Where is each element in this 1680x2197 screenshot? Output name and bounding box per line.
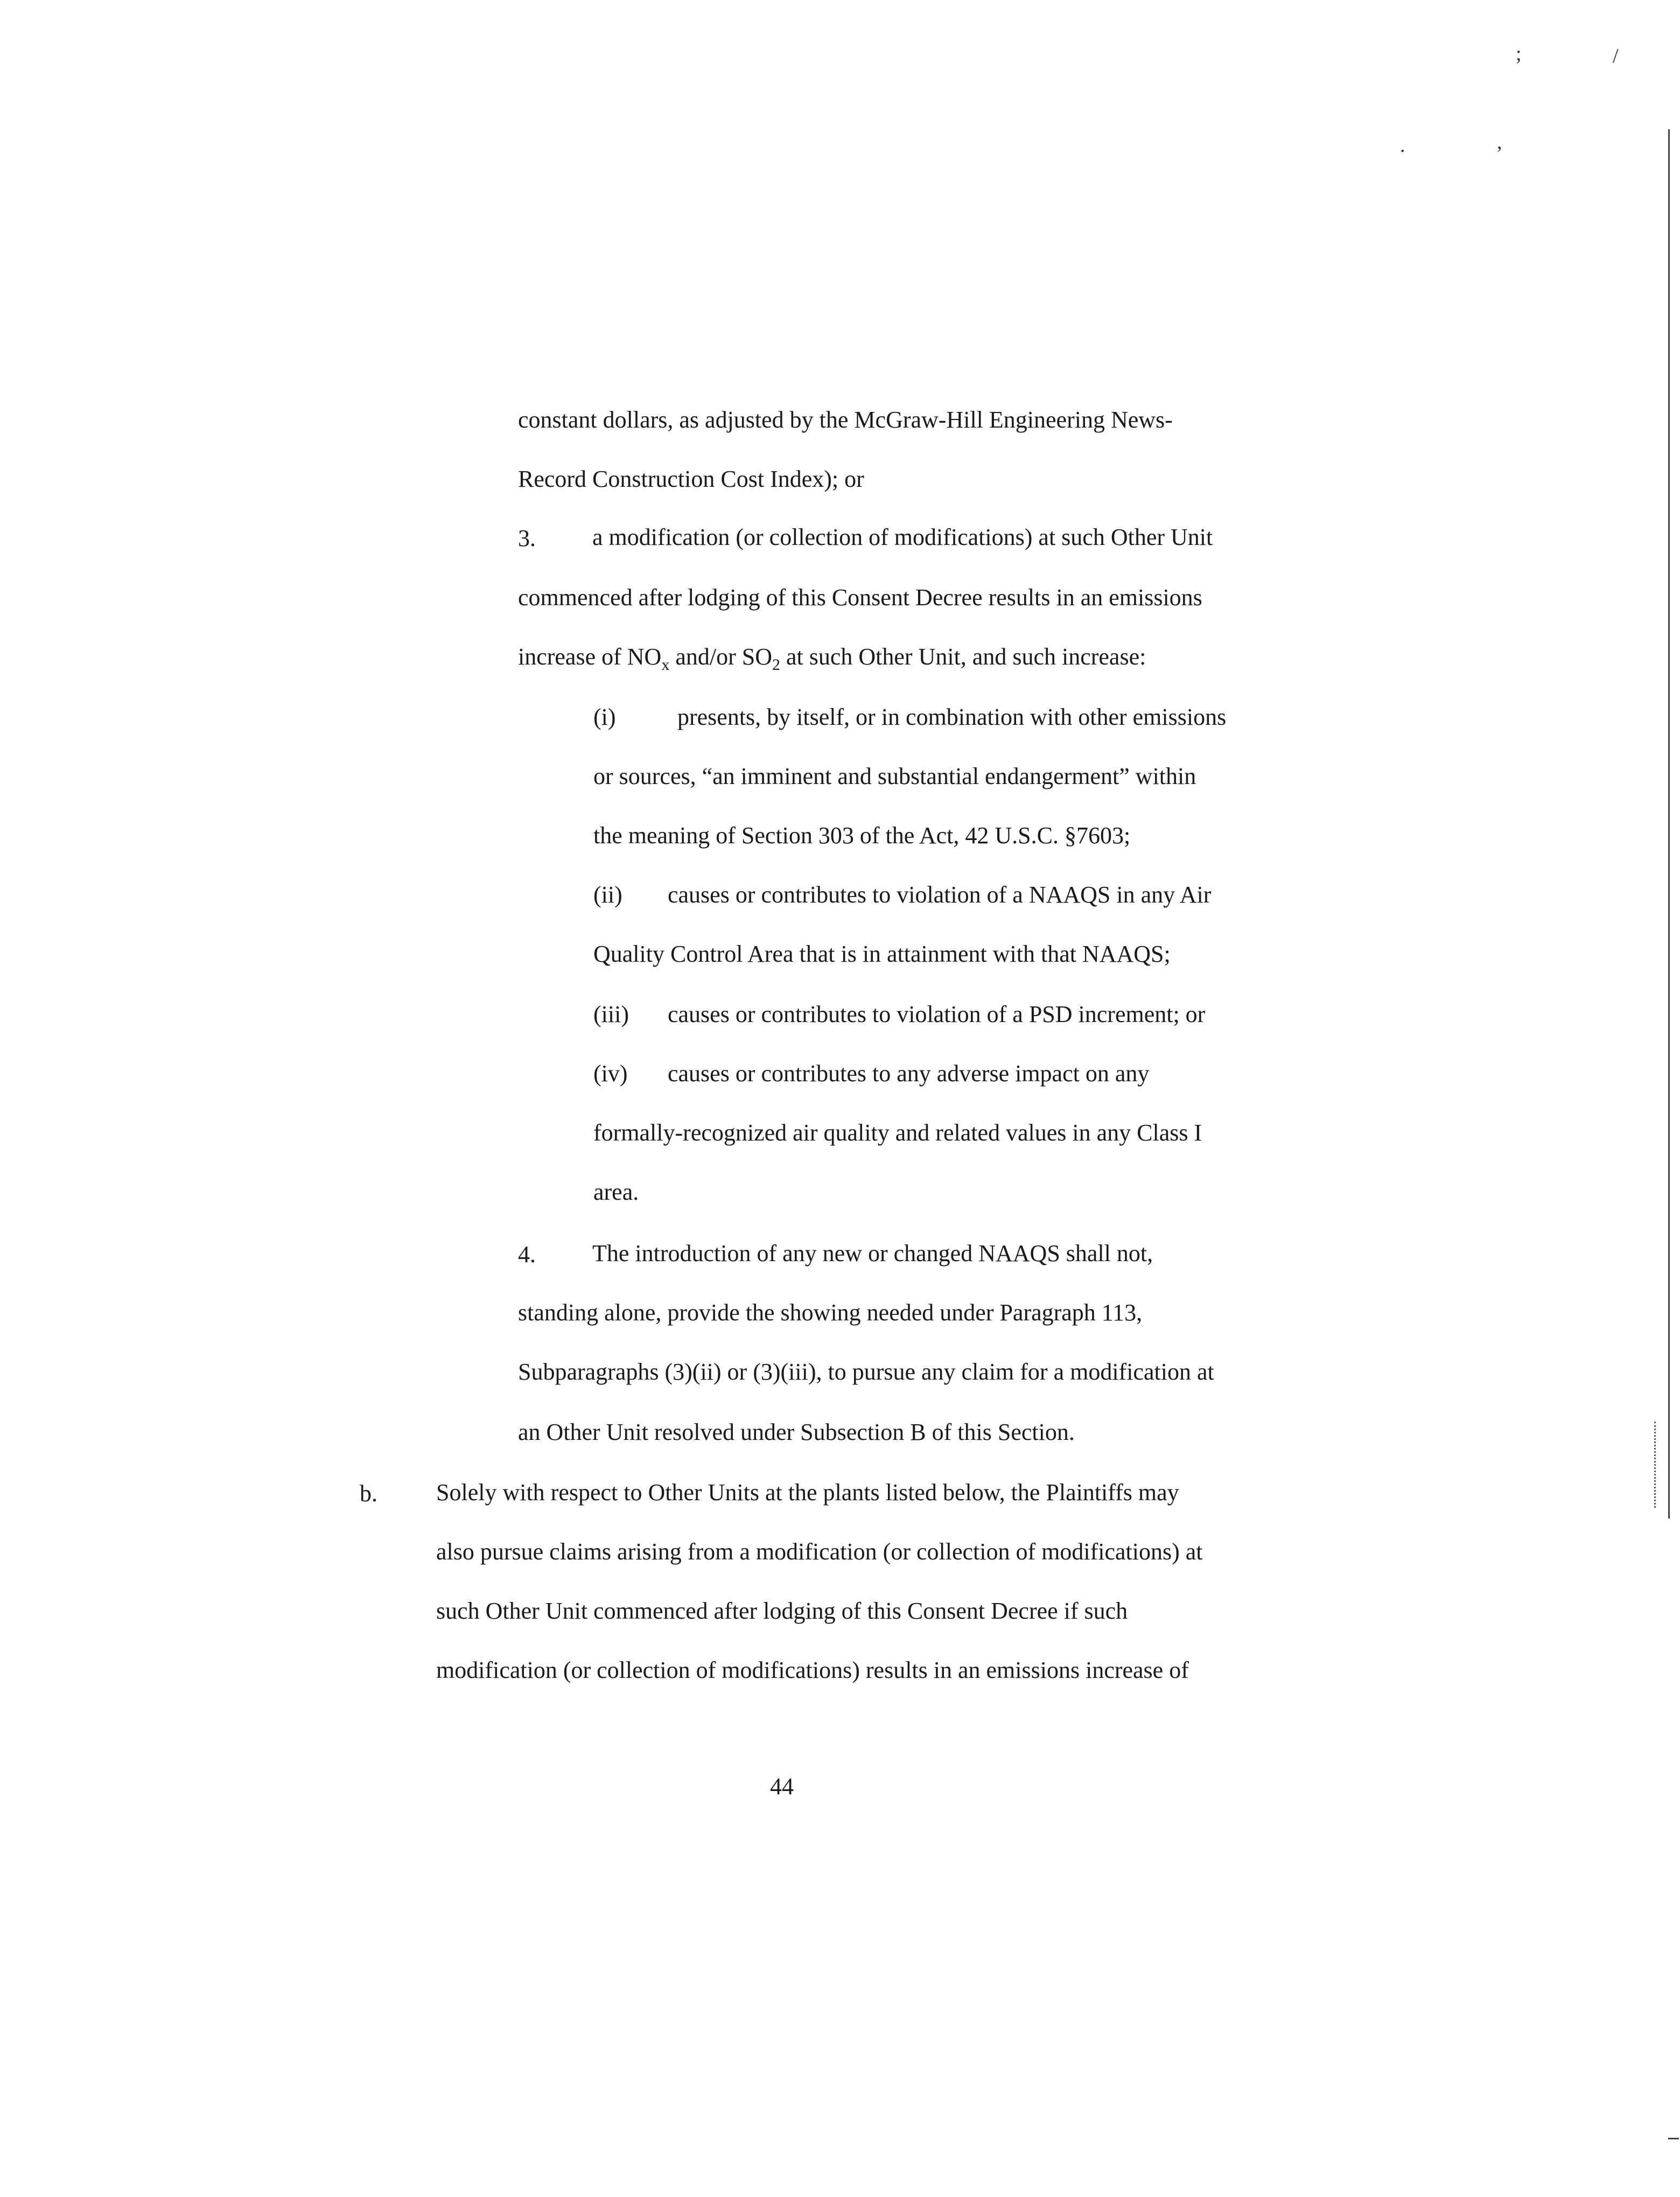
text-line: or sources, “an imminent and substantial endangerment” within bbox=[593, 763, 1196, 789]
text-line: the meaning of Section 303 of the Act, 42 U.S.C. §7603; bbox=[593, 822, 1131, 849]
text-line: presents, by itself, or in combination with other emissions bbox=[677, 704, 1227, 730]
subitem-number: (i) bbox=[593, 704, 616, 730]
subitem-number: (iv) bbox=[593, 1060, 628, 1087]
subscript: 2 bbox=[772, 656, 780, 674]
text-line: causes or contributes to any adverse impact on any bbox=[668, 1060, 1150, 1087]
text-run: at such Other Unit, and such increase: bbox=[780, 643, 1146, 670]
scan-edge-tick bbox=[1668, 2138, 1679, 2139]
subscript: x bbox=[661, 656, 670, 674]
subitem-number: (ii) bbox=[593, 881, 622, 908]
text-line: commenced after lodging of this Consent Decree results in an emissions bbox=[518, 584, 1202, 611]
text-line: Solely with respect to Other Units at the plants listed below, the Plaintiffs may bbox=[436, 1479, 1179, 1506]
text-line: causes or contributes to violation of a NAAQS in any Air bbox=[668, 881, 1212, 908]
text-run: and/or SO bbox=[669, 643, 772, 670]
text-line: causes or contributes to violation of a PSD increment; or bbox=[668, 1001, 1206, 1027]
text-line: such Other Unit commenced after lodging of this Consent Decree if such bbox=[436, 1598, 1128, 1624]
item-number: 4. bbox=[518, 1241, 536, 1268]
text-line: Record Construction Cost Index); or bbox=[518, 466, 864, 492]
scan-speck: / bbox=[1613, 45, 1619, 67]
paragraph-letter: b. bbox=[360, 1480, 377, 1507]
item-number: 3. bbox=[518, 525, 536, 551]
text-line: a modification (or collection of modifications) at such Other Unit bbox=[592, 524, 1213, 550]
scan-edge-dots bbox=[1654, 1422, 1657, 1508]
scan-speck: , bbox=[1497, 131, 1502, 153]
text-run: increase of NO bbox=[518, 643, 662, 670]
text-line bbox=[518, 642, 1146, 672]
text-line: Quality Control Area that is in attainment with that NAAQS; bbox=[593, 941, 1171, 967]
text-line: an Other Unit resolved under Subsection B of this Section. bbox=[518, 1419, 1075, 1445]
subitem-number: (iii) bbox=[593, 1001, 629, 1027]
text-line: also pursue claims arising from a modification (or collection of modifications) at bbox=[436, 1538, 1203, 1565]
text-line: constant dollars, as adjusted by the McGraw-Hill Engineering News- bbox=[518, 407, 1173, 433]
scan-speck: . bbox=[1400, 134, 1405, 157]
text-line: standing alone, provide the showing needed under Paragraph 113, bbox=[518, 1299, 1143, 1326]
text-line: area. bbox=[593, 1179, 639, 1205]
scan-speck: ; bbox=[1516, 43, 1522, 65]
text-line: formally-recognized air quality and related values in any Class I bbox=[593, 1120, 1202, 1146]
text-line: modification (or collection of modifications) results in an emissions increase of bbox=[436, 1657, 1189, 1683]
page-number: 44 bbox=[770, 1773, 794, 1800]
text-line: The introduction of any new or changed NAAQS shall not, bbox=[592, 1240, 1153, 1267]
text-line: Subparagraphs (3)(ii) or (3)(iii), to pursue any claim for a modification at bbox=[518, 1359, 1214, 1385]
scan-edge-line bbox=[1668, 129, 1670, 1519]
